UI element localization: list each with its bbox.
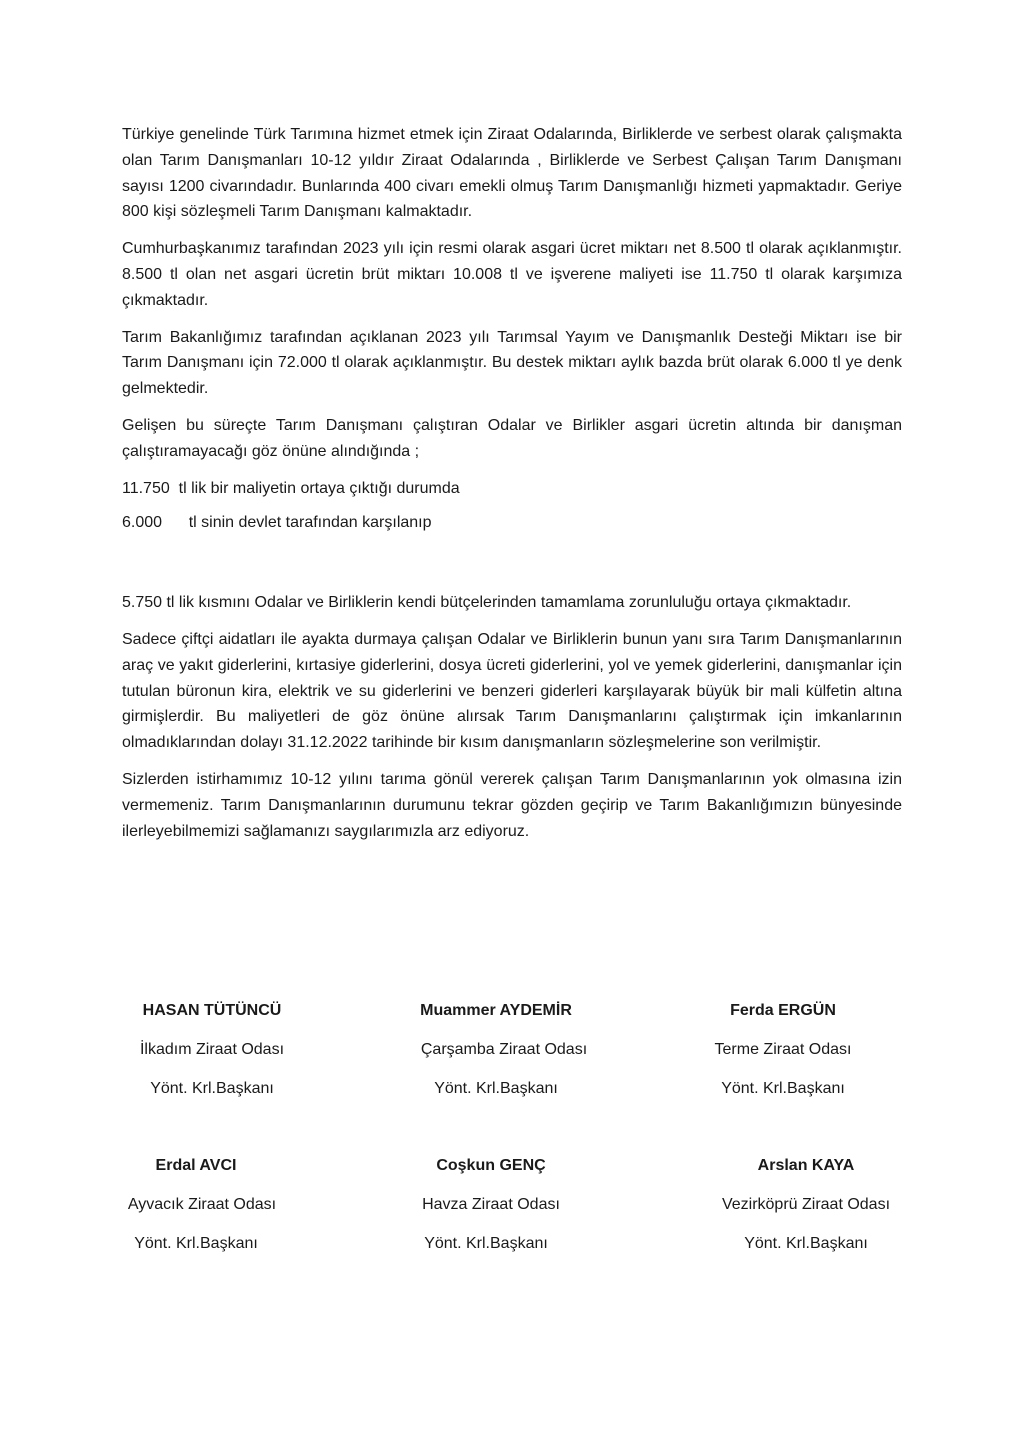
paragraph: Gelişen bu süreçte Tarım Danışmanı çalıştıran Odalar ve Birlikler asgari ücretin altında bir danışman çalıştıramayacağı göz önüne alındığında ; [122, 416, 902, 460]
paragraph: 5.750 tl lik kısmını Odalar ve Birliklerin kendi bütçelerinden tamamlama zorunluluğu ortaya çıkmaktadır. [122, 594, 852, 612]
paragraph: Sizlerden istirhamımız 10-12 yılını tarıma gönül vererek çalışan Tarım Danışmanlarının yok olmasına izin vermemeniz. Tarım Danışmanlarının durumunu tekrar gözden geçirip ve Tarım Bakanlığımızın bünyesinde ilerleyebilmemizi sağlamanızı saygılarımızla arz ediyoruz. [122, 770, 902, 840]
cost-line: 11.750 tl lik bir maliyetin ortaya çıktığı durumda [122, 479, 460, 497]
signatory-title: Yönt. Krl.Başkanı [134, 1235, 258, 1252]
signatory-organization: İlkadım Ziraat Odası [139, 1041, 285, 1058]
paragraph: Tarım Bakanlığımız tarafından açıklanan 2023 yılı Tarımsal Yayım ve Danışmanlık Desteği Miktarı ise bir Tarım Danışmanı için 72.000 tl olarak açıklanmıştır. Bu destek miktarı aylık bazda brüt olarak 6.000 tl ye denk gelmektedir. [122, 328, 902, 398]
signatory-title: Yönt. Krl.Başkanı [424, 1235, 548, 1252]
signatory-name: Arslan KAYA [757, 1157, 855, 1174]
signatory-name: Muammer AYDEMİR [420, 1002, 572, 1019]
signatory-organization: Çarşamba Ziraat Odası [420, 1041, 588, 1058]
signatory-name: Coşkun GENÇ [436, 1157, 546, 1174]
signature-block [76, 1155, 316, 1255]
signatory-organization: Vezirköprü Ziraat Odası [721, 1196, 891, 1213]
signatory-organization: Havza Ziraat Odası [422, 1196, 560, 1213]
signatory-name: HASAN TÜTÜNCÜ [142, 1002, 282, 1019]
signature-block [686, 1155, 926, 1255]
paragraph: Cumhurbaşkanımız tarafından 2023 yılı için resmi olarak asgari ücret miktarı net 8.500 tl olarak açıklanmıştır. 8.500 tl olan net asgari ücretin brüt miktarı 10.008 tl ve işverene maliyeti ise 11.750 tl olarak karşımıza çıkmaktadır. [122, 240, 902, 309]
signatory-title: Yönt. Krl.Başkanı [150, 1080, 274, 1097]
paragraph: Türkiye genelinde Türk Tarımına hizmet etmek için Ziraat Odalarında, Birliklerde ve serbest olarak çalışmakta olan Tarım Danışmanları 10-12 yıldır Ziraat Odalarında , Birliklerde ve Serbest Çalışan Tarım Danışmanı sayısı 1200 civarındadır. Bunlarında 400 civarı emekli olmuş Tarım Danışmanlığı hizmeti yapmaktadır. Geriye 800 kişi sözleşmeli Tarım Danışmanı kalmaktadır. [122, 126, 902, 221]
signature-block [663, 1000, 903, 1100]
support-line: 6.000 tl sinin devlet tarafından karşılanıp [122, 514, 432, 532]
signature-block [376, 1000, 616, 1100]
signatory-name: Ferda ERGÜN [730, 1002, 836, 1019]
signature-block [371, 1155, 611, 1255]
signatory-name: Erdal AVCI [155, 1157, 237, 1174]
signatory-organization: Terme Ziraat Odası [714, 1041, 852, 1058]
signatory-organization: Ayvacık Ziraat Odası [127, 1196, 277, 1213]
letter-body [122, 122, 902, 855]
paragraph: Sadece çiftçi aidatları ile ayakta durmaya çalışan Odalar ve Birliklerin bunun yanı sıra Tarım Danışmanlarının araç ve yakıt giderlerini, kırtasiye giderlerini, dosya ücreti giderlerini, yol ve yemek giderlerini, danışmanlar için tutulan büronun kira, elektrik ve su giderlerini ve benzeri giderleri karşılayarak büyük bir mali külfetin altına girmişlerdir. Bu maliyetleri de göz önüne alırsak Tarım Danışmanlarını çalıştırmak için imkanlarının olmadıklarından dolayı 31.12.2022 tarihinde bir kısım danışmanların sözleşmelerine son verilmiştir. [122, 630, 902, 752]
signatory-title: Yönt. Krl.Başkanı [434, 1080, 558, 1097]
signature-block [92, 1000, 332, 1100]
signatory-title: Yönt. Krl.Başkanı [721, 1080, 845, 1097]
signatory-title: Yönt. Krl.Başkanı [744, 1235, 868, 1252]
